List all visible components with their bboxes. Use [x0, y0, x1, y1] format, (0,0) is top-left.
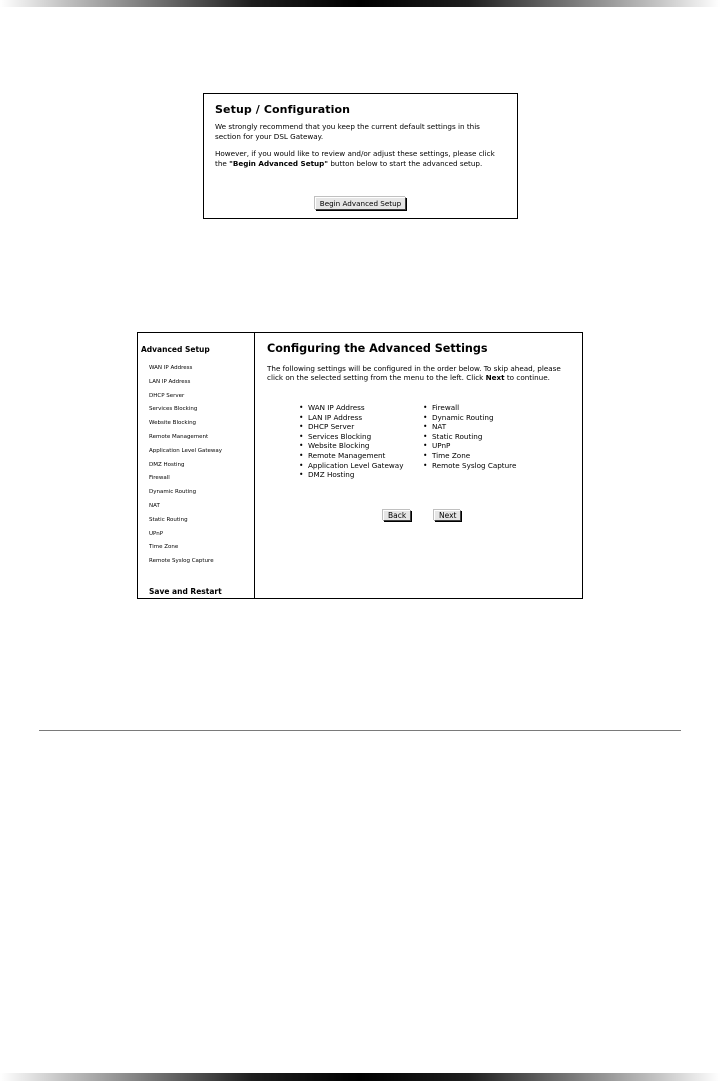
- sidebar-title: Advanced Setup: [141, 345, 210, 354]
- bottom-decorative-bar: [0, 1073, 720, 1081]
- sidebar-item-website-blocking[interactable]: Website Blocking: [149, 420, 197, 427]
- settings-item-remote-syslog-capture: • Remote Syslog Capture: [423, 461, 516, 471]
- setup-instruction-text: [215, 149, 507, 168]
- back-button[interactable]: Back: [383, 510, 411, 521]
- settings-list-column-1: [299, 403, 403, 480]
- sidebar-item-dhcp-server[interactable]: DHCP Server: [149, 392, 185, 399]
- sidebar-item-upnp[interactable]: UPnP: [149, 530, 164, 537]
- sidebar-item-static-routing[interactable]: Static Routing: [149, 516, 188, 523]
- top-decorative-bar: [0, 0, 720, 7]
- settings-item-services-blocking: • Services Blocking: [299, 432, 403, 442]
- settings-item-firewall: • Firewall: [423, 403, 516, 413]
- save-and-restart-link[interactable]: Save and Restart: [149, 587, 222, 596]
- settings-item-website-blocking: • Website Blocking: [299, 441, 403, 451]
- sidebar-item-time-zone[interactable]: Time Zone: [149, 544, 179, 551]
- sidebar-item-lan-ip-address[interactable]: LAN IP Address: [149, 378, 191, 385]
- begin-button-row: [204, 191, 517, 210]
- sidebar-item-application-level-gateway[interactable]: Application Level Gateway: [149, 447, 223, 454]
- advanced-page-title: Configuring the Advanced Settings: [267, 342, 488, 355]
- horizontal-divider: [39, 730, 681, 731]
- settings-item-time-zone: • Time Zone: [423, 451, 516, 461]
- settings-item-dmz-hosting: • DMZ Hosting: [299, 470, 403, 480]
- sidebar-menu: [149, 364, 222, 571]
- settings-item-upnp: • UPnP: [423, 441, 516, 451]
- advanced-description-start: The following settings will be configured in the order below. To skip ahead, please click on the selected setting from the menu to the left. Click: [267, 364, 561, 383]
- advanced-description-next: Next: [485, 373, 505, 383]
- settings-item-nat: • NAT: [423, 422, 516, 432]
- settings-list-column-2: [423, 403, 516, 470]
- setup-instruction-emphasis: "Begin Advanced Setup": [229, 158, 329, 168]
- settings-item-wan-ip-address: • WAN IP Address: [299, 403, 403, 413]
- sidebar-item-remote-syslog-capture[interactable]: Remote Syslog Capture: [149, 558, 214, 565]
- setup-title: Setup / Configuration: [215, 103, 351, 116]
- advanced-description: [267, 364, 579, 382]
- settings-item-remote-management: • Remote Management: [299, 451, 403, 461]
- sidebar-item-firewall[interactable]: Firewall: [149, 475, 170, 482]
- sidebar-item-wan-ip-address[interactable]: WAN IP Address: [149, 365, 193, 371]
- settings-item-dhcp-server: • DHCP Server: [299, 422, 403, 432]
- advanced-sidebar: [138, 333, 255, 598]
- setup-instruction-end: button below to start the advanced setup.: [328, 158, 483, 168]
- begin-advanced-setup-button[interactable]: Begin Advanced Setup: [315, 197, 406, 210]
- sidebar-item-remote-management[interactable]: Remote Management: [149, 433, 209, 440]
- setup-configuration-panel: [203, 93, 518, 219]
- settings-item-application-level-gateway: • Application Level Gateway: [299, 461, 403, 471]
- sidebar-item-dynamic-routing[interactable]: Dynamic Routing: [149, 489, 197, 496]
- advanced-main-content: [267, 342, 579, 382]
- advanced-setup-panel: [137, 332, 583, 599]
- next-button[interactable]: Next: [434, 510, 461, 521]
- settings-item-dynamic-routing: • Dynamic Routing: [423, 413, 516, 423]
- settings-item-lan-ip-address: • LAN IP Address: [299, 413, 403, 423]
- sidebar-item-dmz-hosting[interactable]: DMZ Hosting: [149, 461, 185, 468]
- advanced-description-end: to continue.: [504, 373, 550, 383]
- sidebar-item-nat[interactable]: NAT: [149, 502, 160, 509]
- setup-recommendation-text: We strongly recommend that you keep the current default settings in this section for your DSL Gateway.: [215, 122, 480, 141]
- settings-item-static-routing: • Static Routing: [423, 432, 516, 442]
- setup-instruction-start: However, if you would like to review and/or adjust these settings, please click the: [215, 149, 495, 168]
- sidebar-item-services-blocking[interactable]: Services Blocking: [149, 406, 198, 413]
